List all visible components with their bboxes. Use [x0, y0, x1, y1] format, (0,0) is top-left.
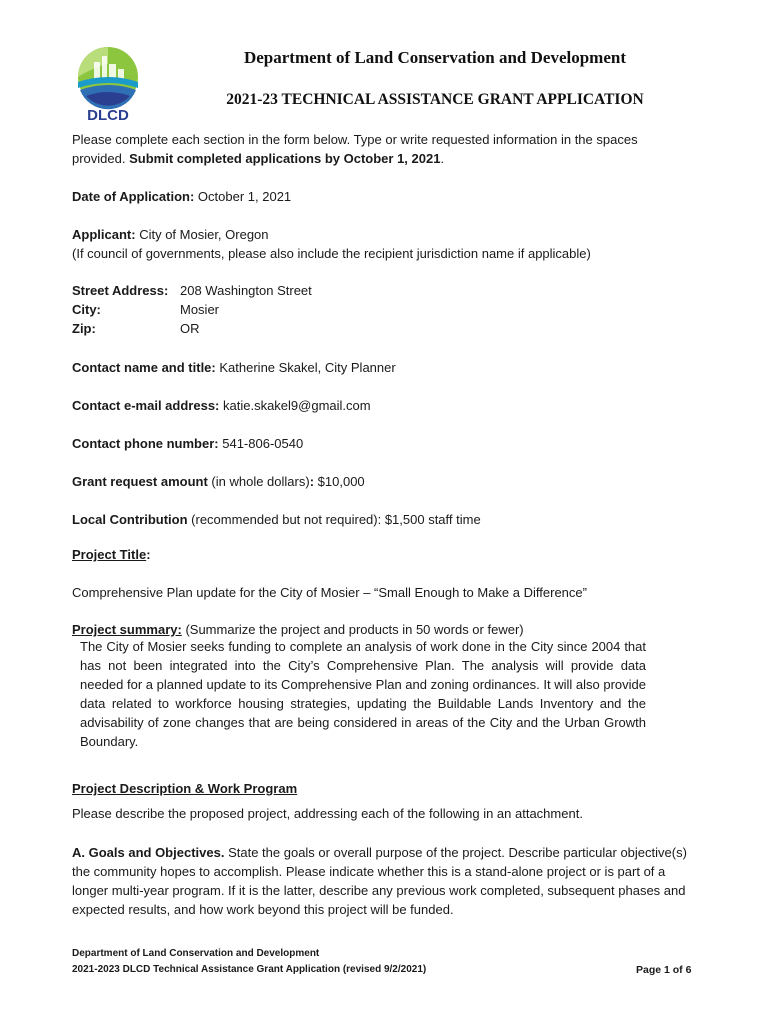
- footer-line-1: Department of Land Conservation and Development: [72, 948, 320, 959]
- zip-label: Zip:: [72, 321, 96, 336]
- project-title-label: Project Title:: [72, 547, 151, 562]
- contact-email: Contact e-mail address: katie.skakel9@gmail.com: [72, 398, 371, 413]
- street-address-label: Street Address:: [72, 283, 169, 298]
- contact-phone: Contact phone number: 541-806-0540: [72, 436, 304, 451]
- local-contribution: Local Contribution (recommended but not required): $1,500 staff time: [72, 512, 481, 527]
- contact-name: Contact name and title: Katherine Skakel, City Planner: [72, 360, 396, 375]
- contact-phone-value: 541-806-0540: [222, 436, 304, 451]
- project-description-text: Please describe the proposed project, addressing each of the following in an attachment.: [72, 806, 583, 821]
- goals-objectives: A. Goals and Objectives. State the goals or overall purpose of the project. Describe particular objective(s) the community hopes to accomplish. Please indicate whether this is a stand-alone project or is part of a longer multi-year program. If it is the latter, describe any previous work completed, subsequent phases and expected results, and how work beyond this project will be funded.: [72, 845, 687, 917]
- contact-name-value: Katherine Skakel, City Planner: [219, 360, 396, 375]
- contact-email-value: katie.skakel9@gmail.com: [223, 398, 371, 413]
- applicant-value: City of Mosier, Oregon: [139, 227, 269, 242]
- project-summary-text: The City of Mosier seeks funding to complete an analysis of work done in the City since 2004 that has not been integrated into the City’s Comprehensive Plan. The analysis will provide data needed for a planned update to its Comprehensive Plan and zoning ordinances. It will also provide data related to workforce housing strategies, updating the Buildable Lands Inventory and the advisability of zone changes that are being considered in areas of the City and the Urban Growth Boundary.: [80, 639, 646, 749]
- applicant-note: (If council of governments, please also include the recipient jurisdiction name if applicable): [72, 246, 591, 261]
- city-label: City:: [72, 302, 101, 317]
- intro-line-2: provided. Submit completed applications by October 1, 2021.: [72, 151, 445, 166]
- date-of-application: Date of Application: October 1, 2021: [72, 189, 292, 204]
- applicant: Applicant: City of Mosier, Oregon: [72, 227, 269, 242]
- page-title: Department of Land Conservation and Development: [243, 48, 627, 67]
- page-number: Page 1 of 6: [636, 964, 692, 976]
- deadline-text: Submit completed applications by October 1, 2021: [129, 151, 441, 166]
- dlcd-logo-emblem: [70, 44, 146, 124]
- logo-text: DLCD: [87, 107, 129, 124]
- footer-line-2: 2021-2023 DLCD Technical Assistance Grant Application (revised 9/2/2021): [72, 964, 427, 975]
- project-summary-label: Project summary: (Summarize the project and products in 50 words or fewer): [72, 622, 524, 637]
- project-description-heading: Project Description & Work Program: [72, 781, 298, 796]
- grant-request: Grant request amount (in whole dollars): $10,000: [72, 474, 365, 489]
- dlcd-logo: [70, 44, 146, 124]
- project-title-value: Comprehensive Plan update for the City of Mosier – “Small Enough to Make a Difference”: [72, 585, 587, 600]
- page-subtitle: 2021-23 TECHNICAL ASSISTANCE GRANT APPLICATION: [226, 91, 644, 108]
- grant-value: $10,000: [317, 474, 365, 489]
- city-value: Mosier: [180, 302, 220, 317]
- intro-line-1: Please complete each section in the form below. Type or write requested information in the spaces: [72, 132, 638, 147]
- zip-value: OR: [180, 321, 200, 336]
- street-address-value: 208 Washington Street: [180, 283, 312, 298]
- date-value: October 1, 2021: [197, 189, 292, 204]
